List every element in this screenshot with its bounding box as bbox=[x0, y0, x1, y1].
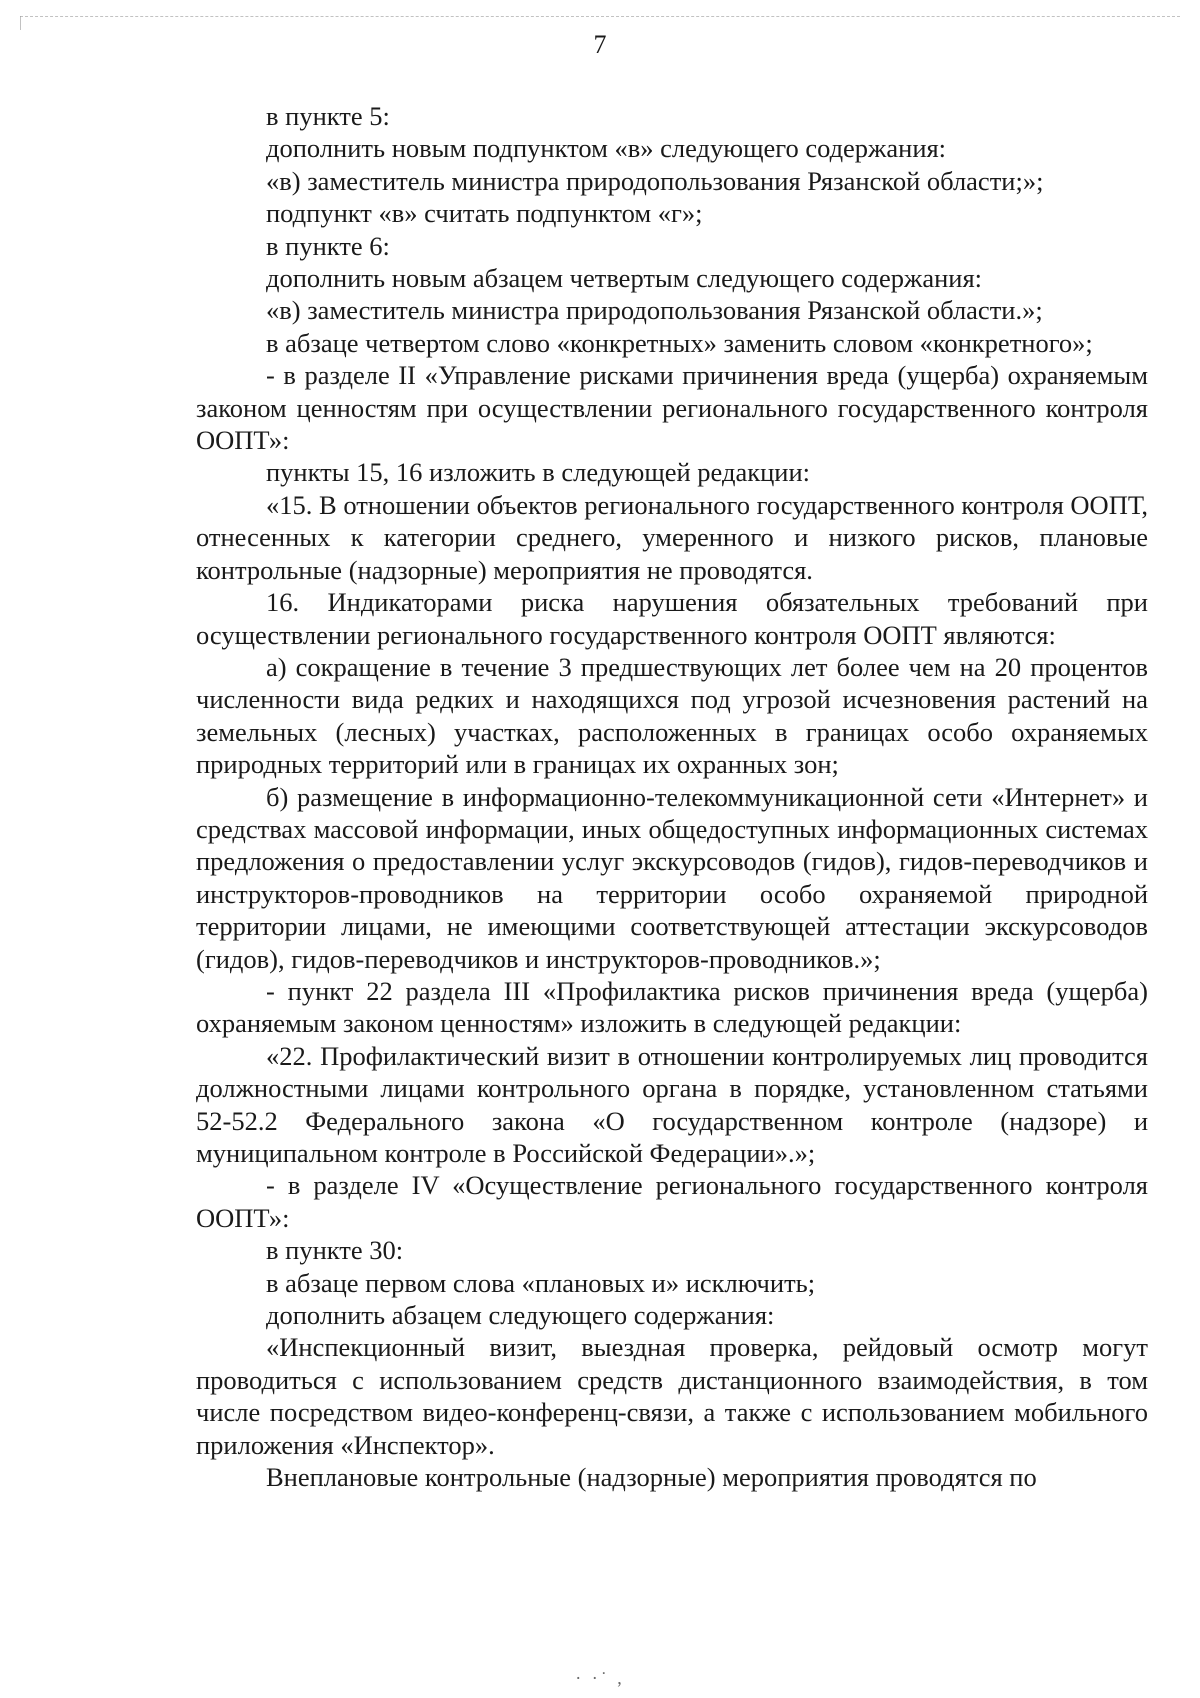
scan-border-line bbox=[20, 16, 1180, 17]
paragraph: дополнить абзацем следующего содержания: bbox=[266, 1300, 775, 1331]
paragraph: в абзаце первом слова «плановых и» исключить; bbox=[266, 1267, 816, 1298]
paragraph: - в разделе II «Управление рисками причинения вреда (ущерба) охраняемым законом ценностям при осуществлении регионального государственного контроля ООПТ»: bbox=[196, 360, 1148, 456]
paragraph: подпункт «в» считать подпунктом «г»; bbox=[266, 198, 703, 229]
document-body bbox=[196, 100, 1148, 1493]
scan-speckle: · ·˙ , bbox=[575, 1668, 625, 1688]
paragraph: Внеплановые контрольные (надзорные) мероприятия проводятся по bbox=[266, 1462, 1037, 1493]
paragraph: «22. Профилактический визит в отношении контролируемых лиц проводится должностными лицами контрольного органа в порядке, установленном статьями 52-52.2 Федерального закона «О государственном контроле (надзоре) и муниципальном контроле в Российской Федерации».»; bbox=[196, 1040, 1148, 1168]
paragraph: «в) заместитель министра природопользования Рязанской области.»; bbox=[266, 295, 1043, 326]
paragraph: в пункте 6: bbox=[266, 230, 390, 261]
paragraph: «15. В отношении объектов регионального государственного контроля ООПТ, отнесенных к категории среднего, умеренного и низкого рисков, плановые контрольные (надзорные) мероприятия не проводятся. bbox=[196, 489, 1148, 585]
paragraph: - в разделе IV «Осуществление регионального государственного контроля ООПТ»: bbox=[196, 1170, 1148, 1233]
paragraph: «Инспекционный визит, выездная проверка, рейдовый осмотр могут проводиться с использованием средств дистанционного взаимодействия, в том числе посредством видео-конференц-связи, а также с использованием мобильного приложения «Инспектор». bbox=[196, 1332, 1148, 1460]
paragraph: дополнить новым абзацем четвертым следующего содержания: bbox=[266, 263, 983, 294]
paragraph: а) сокращение в течение 3 предшествующих лет более чем на 20 процентов численности вида редких и находящихся под угрозой исчезновения растений на земельных (лесных) участках, расположенных в границах особо охраняемых природных территорий или в границах их охранных зон; bbox=[196, 651, 1148, 780]
page-number: 7 bbox=[593, 30, 607, 59]
paragraph: 16. Индикаторами риска нарушения обязательных требований при осуществлении регионального государственного контроля ООПТ являются: bbox=[196, 587, 1148, 650]
paragraph: дополнить новым подпунктом «в» следующего содержания: bbox=[266, 133, 947, 164]
paragraph: - пункт 22 раздела III «Профилактика рисков причинения вреда (ущерба) охраняемым законом ценностям» изложить в следующей редакции: bbox=[196, 975, 1148, 1039]
paragraph: в пункте 30: bbox=[266, 1235, 404, 1266]
paragraph: в пункте 5: bbox=[266, 101, 390, 131]
scan-border-tick bbox=[20, 16, 23, 30]
paragraph: пункты 15, 16 изложить в следующей редакции: bbox=[266, 457, 811, 488]
paragraph: в абзаце четвертом слово «конкретных» заменить словом «конкретного»; bbox=[266, 327, 1093, 358]
paragraph: б) размещение в информационно-телекоммуникационной сети «Интернет» и средствах массовой информации, иных общедоступных информационных системах предложения о предоставлении услуг экскурсоводов (гидов), гидов-переводчиков и инструкторов-проводников на территории особо охраняемой природной территории лицами, не имеющими соответствующей аттестации экскурсоводов (гидов), гидов-переводчиков и инструкторов-проводников.»; bbox=[196, 781, 1148, 974]
paragraph: «в) заместитель министра природопользования Рязанской области;»; bbox=[266, 165, 1044, 196]
